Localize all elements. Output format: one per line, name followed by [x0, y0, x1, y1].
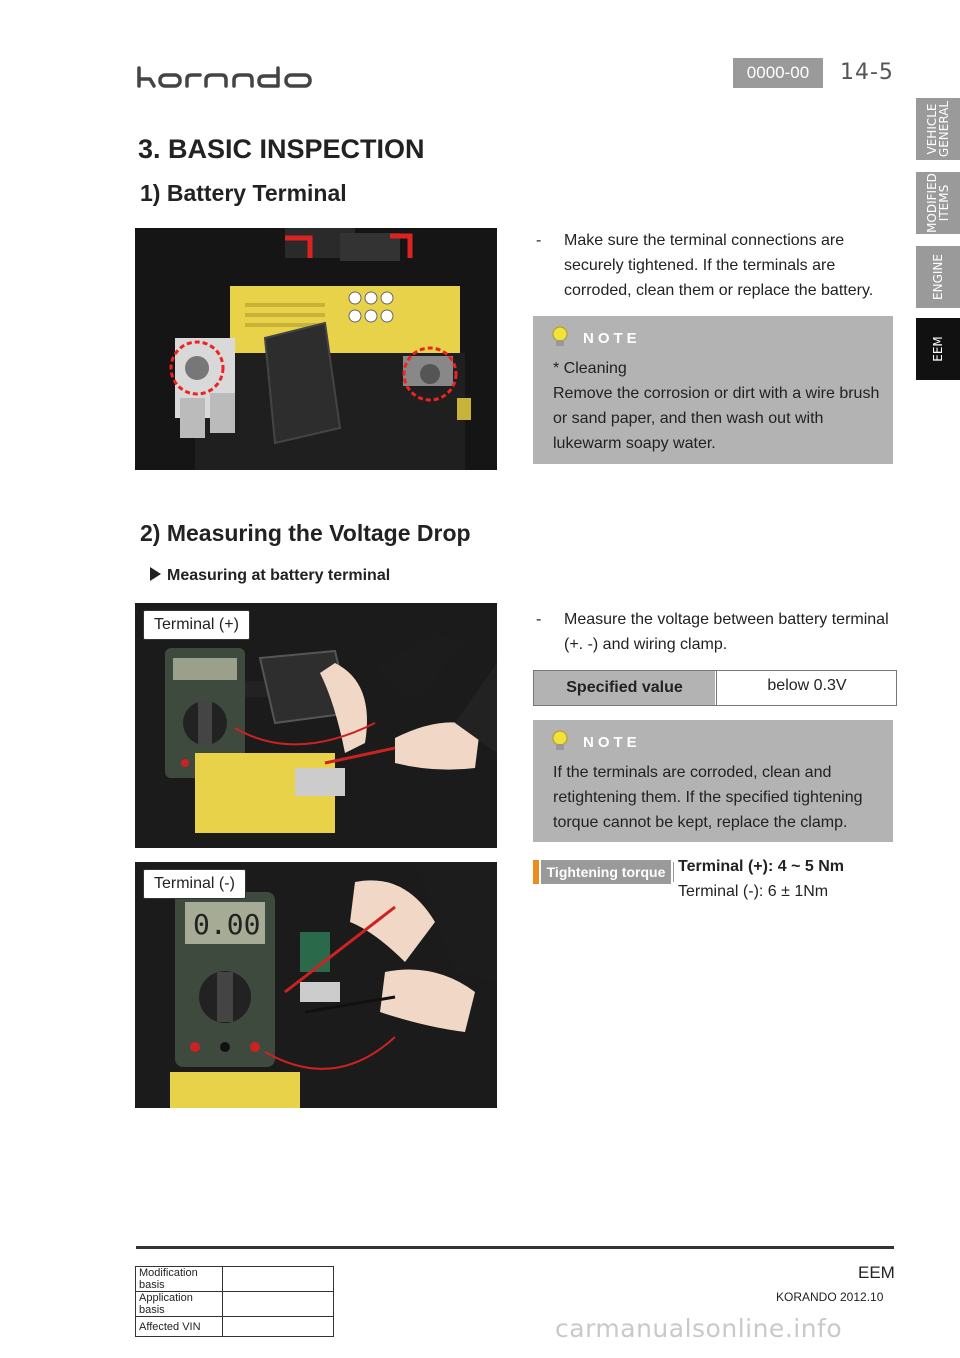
- subsection-title-battery-terminal: 1) Battery Terminal: [140, 180, 347, 206]
- side-tab-engine[interactable]: ENGINE: [916, 246, 960, 308]
- document-code: 0000-00: [733, 58, 823, 88]
- side-tab-modified-items[interactable]: MODIFIED ITEMS: [916, 172, 960, 234]
- specified-value-table: [533, 670, 897, 706]
- subheading-battery-terminal: Measuring at battery terminal: [150, 567, 390, 585]
- terminal-plus-label: Terminal (+): [143, 610, 250, 640]
- spec-value: below 0.3V: [716, 671, 897, 705]
- footer-section-label: EEM: [858, 1263, 895, 1282]
- side-tab-eem[interactable]: EEM: [916, 318, 960, 380]
- lightbulb-icon: [551, 326, 569, 348]
- note-box-cleaning: [533, 316, 893, 464]
- terminal-minus-label: Terminal (-): [143, 869, 246, 899]
- note-heading: NOTE: [551, 730, 641, 752]
- page-number: 14-5: [840, 60, 894, 85]
- watermark: carmanualsonline.info: [555, 1314, 843, 1343]
- torque-terminal-plus: Terminal (+): 4 ~ 5 Nm: [678, 858, 844, 875]
- table-row: Modification basis: [136, 1267, 334, 1292]
- note-body: * Cleaning Remove the corrosion or dirt with a wire brush or sand paper, and then wash out with lukewarm soapy water.: [553, 360, 880, 452]
- terminal-minus-photo: [135, 862, 497, 1108]
- multimeter-reading: 0.00: [193, 908, 261, 941]
- battery-terminal-instruction: - Make sure the terminal connections are securely tightened. If the terminals are corroded, clean them or replace the battery.: [536, 232, 874, 299]
- triangle-bullet-icon: [150, 567, 161, 581]
- note-heading: NOTE: [551, 326, 641, 348]
- note-box-corrosion: [533, 720, 893, 842]
- side-tab-vehicle-general[interactable]: VEHICLE GENERAL: [916, 98, 960, 160]
- spec-key: Specified value: [534, 671, 715, 705]
- footer-divider: [136, 1246, 894, 1249]
- tightening-torque-tag: Tightening torque: [533, 860, 673, 884]
- torque-terminal-minus: Terminal (-): 6 ± 1Nm: [678, 883, 829, 900]
- footer-model-date: KORANDO 2012.10: [776, 1290, 884, 1304]
- section-title: 3. BASIC INSPECTION: [138, 134, 425, 164]
- korando-logo: [136, 66, 316, 90]
- table-row: Application basis: [136, 1292, 334, 1317]
- lightbulb-icon: [551, 730, 569, 752]
- battery-terminal-photo: [135, 228, 497, 470]
- terminal-plus-photo: [135, 603, 497, 848]
- table-row: Affected VIN: [136, 1317, 334, 1337]
- modification-table: [135, 1266, 334, 1337]
- subsection-title-voltage-drop: 2) Measuring the Voltage Drop: [140, 520, 471, 546]
- note-body: If the terminals are corroded, clean and retightening them. If the specified tightening torque cannot be kept, replace the clamp.: [553, 764, 863, 831]
- voltage-measure-instruction: - Measure the voltage between battery terminal (+. -) and wiring clamp.: [536, 611, 889, 653]
